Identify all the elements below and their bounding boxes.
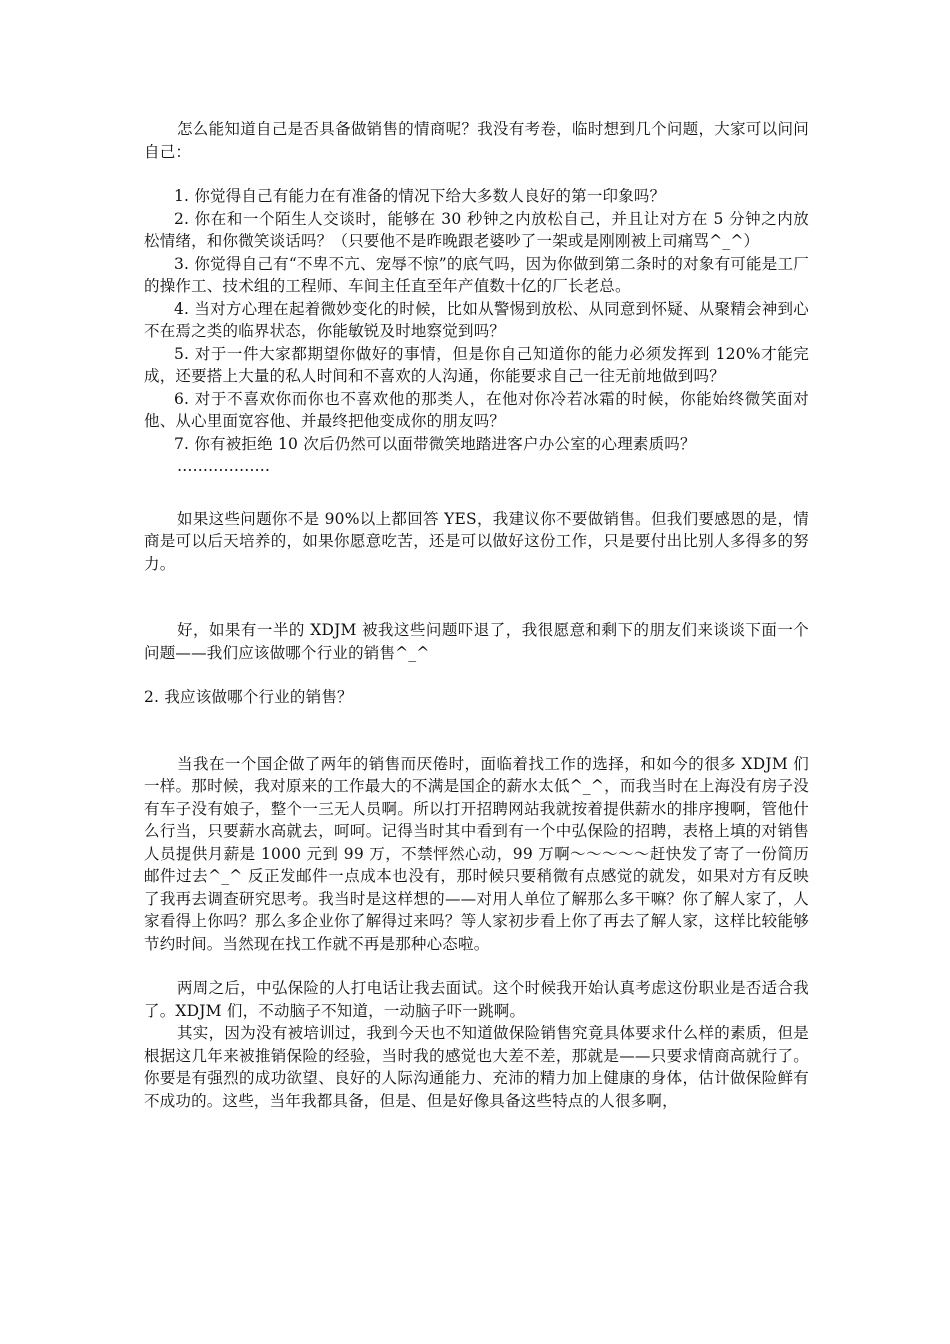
question-item-3: 3. 你觉得自己有“不卑不亢、宠辱不惊”的底气吗，因为你做到第二条时的对象有可能是工厂的操作工、技术组的工程师、车间主任直至年产值数十亿的厂长老总。 [144, 254, 809, 295]
paragraph-yes: 如果这些问题你不是 90%以上都回答 YES，我建议你不要做销售。但我们要感恩的是，情商是可以后天培养的，如果你愿意吃苦，还是可以做好这份工作，只是要付出比别人多得多的努力。 [144, 509, 809, 573]
paragraph-interview: 两周之后，中弘保险的人打电话让我去面试。这个时候我开始认真考虑这份职业是否适合我了。XDJM 们，不动脑子不知道，一动脑子吓一跳啊。 [144, 979, 809, 1020]
question-item-6: 6. 对于不喜欢你而你也不喜欢他的那类人，在他对你冷若冰霜的时候，你能始终微笑面对他、从心里面宽容他、并最终把他变成你的朋友吗？ [144, 389, 809, 430]
spacer [144, 163, 809, 185]
spacer [144, 478, 809, 508]
question-item-2: 2. 你在和一个陌生人交谈时，能够在 30 秒钟之内放松自己，并且让对方在 5 分钟之内放松情绪，和你微笑谈话吗？（只要他不是昨晚跟老婆吵了一架或是刚刚被上司痛骂^_^） [144, 209, 809, 250]
paragraph-insurance: 其实，因为没有被培训过，我到今天也不知道做保险销售究竟具体要求什么样的素质，但是根据这几年来被推销保险的经验，当时我的感觉也大差不差，那就是——只要求情商高就行了。你要是有强烈的成功欲望、良好的人际沟通能力、充沛的精力加上健康的身体，估计做保险鲜有不成功的。这些，当年我都具备，但是、但是好像具备这些特点的人很多啊， [144, 1024, 809, 1110]
intro-paragraph: 怎么能知道自己是否具备做销售的情商呢？我没有考卷，临时想到几个问题，大家可以问问自己： [144, 120, 809, 161]
question-item-1: 1. 你觉得自己有能力在有准备的情况下给大多数人良好的第一印象吗？ [174, 187, 666, 205]
question-item-4: 4. 当对方心理在起着微妙变化的时候，比如从警惕到放松、从同意到怀疑、从聚精会神到心不在焉之类的临界状态，你能敏锐及时地察觉到吗？ [144, 299, 809, 340]
spacer [144, 575, 809, 619]
section-heading: 2. 我应该做哪个行业的销售？ [144, 688, 353, 706]
paragraph-story: 当我在一个国企做了两年的销售而厌倦时，面临着找工作的选择，和如今的很多 XDJM 们一样。那时候，我对原来的工作最大的不满是国企的薪水太低^_^，而我当时在上海没有房子没有车子没有娘子，整个一三无人员啊。所以打开招聘网站我就按着提供薪水的排序搜啊，管他什么行当，只要薪水高就去，呵呵。记得当时其中看到有一个中弘保险的招聘，表格上填的对销售人员提供月薪是 1000 元到 99 万，不禁怦然心动，99 万啊～～～～～赶快发了寄了一份简历邮件过去^_^ 反正发邮件一点成本也没有，那时候只要稍微有点感觉的就发，如果对方有反映了我再去调查研究思考。我当时是这样想的——对用人单位了解那么多干嘛？你了解人家了，人家看得上你吗？那么多企业你了解得过来吗？等人家初步看上你了再去了解人家，这样比较能够节约时间。当然现在找工作就不再是那种心态啦。 [144, 754, 809, 953]
paragraph-half: 好，如果有一半的 XDJM 被我这些问题吓退了，我很愿意和剩下的朋友们来谈谈下面一个问题——我们应该做哪个行业的销售^_^ [144, 621, 809, 662]
question-item-5: 5. 对于一件大家都期望你做好的事情，但是你自己知道你的能力必须发挥到 120%才能完成，还要搭上大量的私人时间和不喜欢的人沟通，你能要求自己一往无前地做到吗？ [144, 344, 809, 385]
ellipsis-line: ……………… [177, 457, 270, 475]
question-item-7: 7. 你有被拒绝 10 次后仍然可以面带微笑地踏进客户办公室的心理素质吗？ [174, 434, 696, 453]
spacer [144, 664, 809, 686]
spacer [144, 955, 809, 977]
spacer [144, 709, 809, 753]
document-body [144, 118, 809, 1112]
